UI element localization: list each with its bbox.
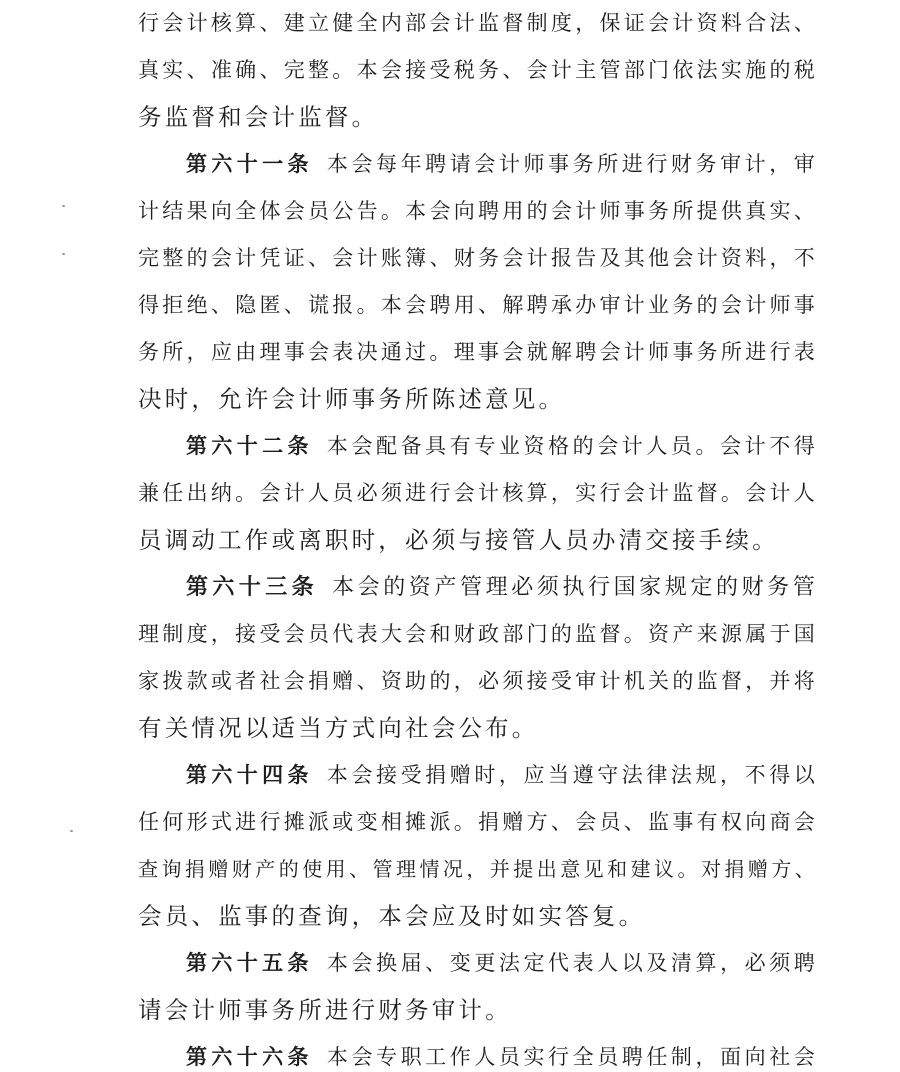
article-heading: 第六十六条 xyxy=(186,1044,313,1069)
text-line xyxy=(186,149,818,179)
text-line: 务所，应由理事会表决通过。理事会就解聘会计师事务所进行表 xyxy=(138,340,818,364)
article-text: 本会配备具有专业资格的会计人员。会计不得 xyxy=(326,434,818,458)
text-line: 查询捐赠财产的使用、管理情况，并提出意见和建议。对捐赠方、 xyxy=(138,857,818,881)
article-heading: 第六十四条 xyxy=(186,762,313,787)
text-line: 任何形式进行摊派或变相摊派。捐赠方、会员、监事有权向商会 xyxy=(138,810,818,834)
text-line: 得拒绝、隐匿、谎报。本会聘用、解聘承办审计业务的会计师事 xyxy=(138,293,818,317)
text-line xyxy=(186,431,818,461)
text-line xyxy=(186,760,818,790)
text-line: 兼任出纳。会计人员必须进行会计核算，实行会计监督。会计人 xyxy=(138,481,818,505)
text-line: 理制度，接受会员代表大会和财政部门的监督。资产来源属于国 xyxy=(138,622,818,646)
article-heading: 第六十五条 xyxy=(186,950,313,975)
scan-speck xyxy=(70,830,73,832)
text-line: 完整的会计凭证、会计账簿、财务会计报告及其他会计资料，不 xyxy=(138,246,818,270)
text-line: 请会计师事务所进行财务审计。 xyxy=(138,996,512,1024)
text-line: 有关情况以适当方式向社会公布。 xyxy=(138,714,539,742)
text-line: 会员、监事的查询，本会应及时如实答复。 xyxy=(138,902,646,930)
text-line: 务监督和会计监督。 xyxy=(138,103,379,131)
article-text: 本会接受捐赠时，应当遵守法律法规，不得以 xyxy=(326,763,818,787)
text-line xyxy=(186,948,818,978)
scan-speck xyxy=(62,205,65,207)
article-heading: 第六十三条 xyxy=(186,574,318,600)
text-line: 计结果向全体会员公告。本会向聘用的会计师事务所提供真实、 xyxy=(138,199,818,223)
scan-speck xyxy=(62,253,65,255)
article-text: 本会换届、变更法定代表人以及清算，必须聘 xyxy=(326,951,818,975)
article-text: 本会专职工作人员实行全员聘任制，面向社会 xyxy=(326,1045,818,1069)
text-line xyxy=(186,1042,818,1072)
text-line: 真实、准确、完整。本会接受税务、会计主管部门依法实施的税 xyxy=(138,58,818,82)
text-line: 员调动工作或离职时，必须与接管人员办清交接手续。 xyxy=(138,526,779,554)
article-heading: 第六十二条 xyxy=(186,433,313,458)
article-text: 本会的资产管理必须执行国家规定的财务管 xyxy=(332,575,818,600)
article-heading: 第六十一条 xyxy=(186,151,313,176)
text-line: 家拨款或者社会捐赠、资助的，必须接受审计机关的监督，并将 xyxy=(138,669,818,693)
text-line: 决时，允许会计师事务所陈述意见。 xyxy=(138,385,566,413)
text-line xyxy=(186,572,818,602)
text-line: 行会计核算、建立健全内部会计监督制度，保证会计资料合法、 xyxy=(138,11,818,35)
article-text: 本会每年聘请会计师事务所进行财务审计，审 xyxy=(326,152,818,176)
